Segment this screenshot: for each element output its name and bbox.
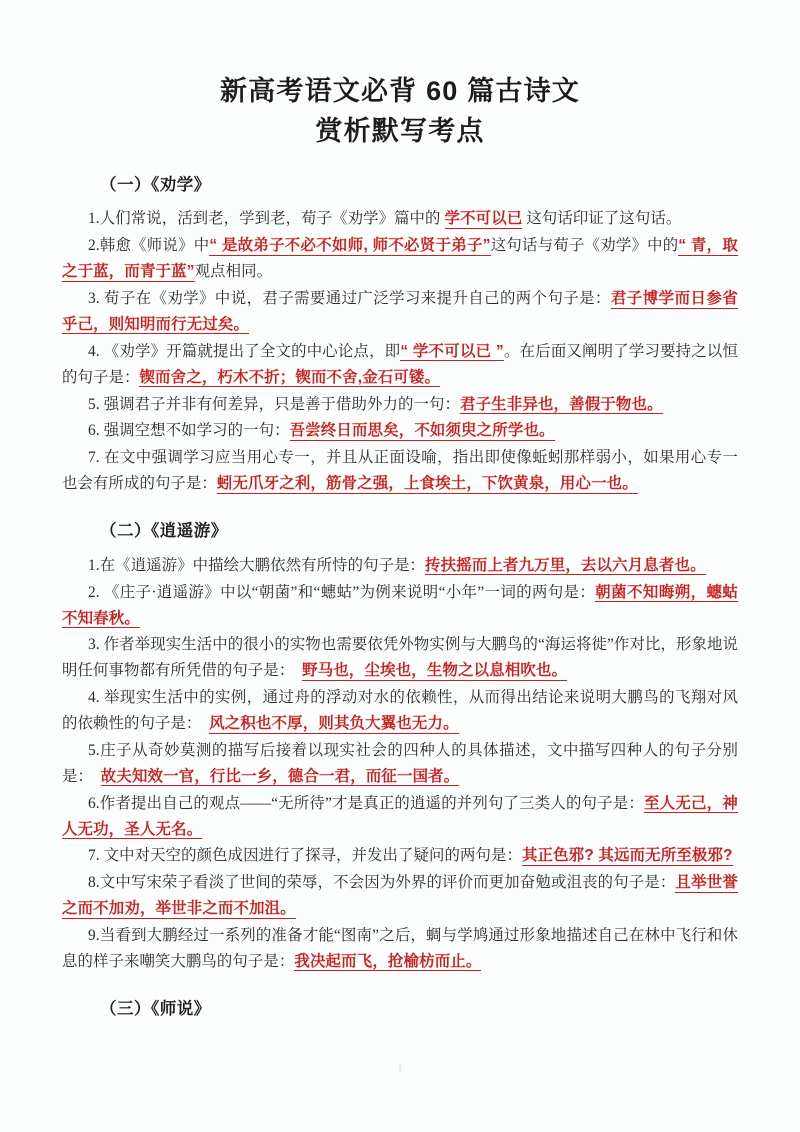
question-text: 观点相同。 xyxy=(194,263,273,281)
document-title-block xyxy=(0,0,800,151)
answer-text: 蚓无爪牙之利，筋骨之强，上食埃土，下饮黄泉，用心一也。 xyxy=(216,475,638,493)
question-text: 4. 举现实生活中的实例，通过舟的浮动对水的依赖性，从而得出结论来说明大鹏鸟的飞翔对风的依赖性的句子是： xyxy=(62,689,738,733)
page-title-line-2: 赏析默写考点 xyxy=(315,116,485,147)
question-text: 2.韩愈《师说》中 xyxy=(88,237,210,255)
question-text: 6.作者提出自己的观点——“无所待”才是真正的逍遥的并列句了三类人的句子是： xyxy=(88,794,644,812)
question-text: 6. 强调空想不如学习的一句： xyxy=(88,422,290,440)
question-item xyxy=(62,738,738,790)
question-text: 8.文中写宋荣子看淡了世间的荣辱，不会因为外界的评价而更加奋勉或沮丧的句子是： xyxy=(88,874,676,892)
answer-text: 至人无己，神人无功，圣人无名。 xyxy=(62,794,739,838)
answer-text: 君子生非异也，善假于物也。 xyxy=(459,395,663,413)
question-item xyxy=(62,553,738,579)
question-text: 这句话与荀子《劝学》中的 xyxy=(490,237,679,255)
answer-text: 且举世誉之而不加劝，举世非之而不加沮。 xyxy=(62,874,738,918)
answer-text: “ 青，取之于蓝，而青于蓝” xyxy=(62,237,738,281)
section-heading: （三）《师说》 xyxy=(100,999,211,1018)
question-text: 这句话印证了这句话。 xyxy=(522,210,682,228)
question-text: 2. 《庄子·逍遥游》中以“朝菌”和“蟪蛄”为例来说明“小年”一词的两句是： xyxy=(88,583,596,601)
question-text: 1.人们常说，活到老，学到老，荀子《劝学》篇中的 xyxy=(88,210,445,228)
question-text: 4. 《劝学》开篇就提出了全文的中心论点，即 xyxy=(88,342,401,360)
section-heading: （二）《逍遥游》 xyxy=(100,522,228,541)
question-list xyxy=(0,206,800,497)
question-text: 3. 荀子在《劝学》中说，君子需要通过广泛学习来提升自己的两个句子是： xyxy=(88,290,611,308)
question-item xyxy=(62,791,738,843)
question-item xyxy=(62,206,738,232)
section xyxy=(0,997,800,1022)
page-number: 1 xyxy=(397,1062,403,1074)
question-item xyxy=(62,632,738,684)
answer-text: 其正色邪? 其远而无所至极邪? xyxy=(521,847,733,865)
question-text: 1.在《逍遥游》中描绘大鹏依然有所恃的句子是： xyxy=(88,556,426,574)
section xyxy=(0,519,800,975)
answer-text: 风之积也不厚，则其负大翼也无力。 xyxy=(209,715,459,733)
question-item xyxy=(62,580,738,632)
page-title-line-1: 新高考语文必背 60 篇古诗文 xyxy=(219,76,581,106)
question-text: 5.庄子从奇妙莫测的描写后接着以现实社会的四种人的具体描述，文中描写四种人的句子分别是： xyxy=(62,741,738,785)
answer-text: 朝菌不知晦朔，蟪蛄不知春秋。 xyxy=(62,583,738,627)
question-item xyxy=(62,685,738,737)
answer-text: 锲而舍之，朽木不折；锲而不舍,金石可镂。 xyxy=(139,368,441,386)
question-text: 3. 作者举现实生活中的很小的实物也需要依凭外物实例与大鹏鸟的“海运将徙”作对比，形象地说明任何事物都有所凭借的句子是： xyxy=(62,636,738,680)
answer-text: 君子博学而日参省乎己，则知明而行无过矣。 xyxy=(62,290,738,333)
question-list xyxy=(0,553,800,975)
question-text: 7. 文中对天空的颜色成因进行了探寻，并发出了疑问的两句是： xyxy=(88,847,522,865)
question-text: 9.当看到大鹏经过一系列的准备才能“图南”之后，蜩与学鸠通过形象地描述自己在林中飞行和休息的样子来嘲笑大鹏鸟的句子是： xyxy=(62,927,738,970)
sections-container xyxy=(0,173,800,1022)
answer-text: 吾尝终日而思矣，不如须臾之所学也。 xyxy=(289,422,555,440)
section xyxy=(0,173,800,497)
answer-text: 野马也，尘埃也，生物之以息相吹也。 xyxy=(302,662,568,680)
answer-text: “ 是故弟子不必不如师, 师不必贤于弟子” xyxy=(209,237,491,255)
question-item xyxy=(62,233,738,285)
question-item xyxy=(62,923,738,975)
answer-text: 学不可以已 xyxy=(444,210,523,228)
question-item xyxy=(62,418,738,444)
question-item xyxy=(62,870,738,922)
section-heading: （一）《劝学》 xyxy=(100,175,211,194)
question-text: 。在后面又阐明了学习要持之以恒的句子是： xyxy=(62,342,738,386)
answer-text: 故夫知效一官，行比一乡，德合一君，而征一国者。 xyxy=(100,767,460,785)
question-text: 5. 强调君子并非有何差异，只是善于借助外力的一句： xyxy=(88,395,460,413)
answer-text: 抟扶摇而上者九万里，去以六月息者也。 xyxy=(425,556,706,574)
answer-text: “ 学不可以已 ” xyxy=(400,342,504,360)
answer-text: 我决起而飞，抢榆枋而止。 xyxy=(294,952,482,970)
question-text: 7. 在文中强调学习应当用心专一，并且从正面设喻，指出即使像蚯蚓那样弱小，如果用心专一也会有所成的句子是： xyxy=(62,449,738,493)
question-item xyxy=(62,286,738,338)
question-item xyxy=(62,445,738,497)
question-item xyxy=(62,339,738,391)
question-item xyxy=(62,392,738,418)
question-item xyxy=(62,843,738,869)
